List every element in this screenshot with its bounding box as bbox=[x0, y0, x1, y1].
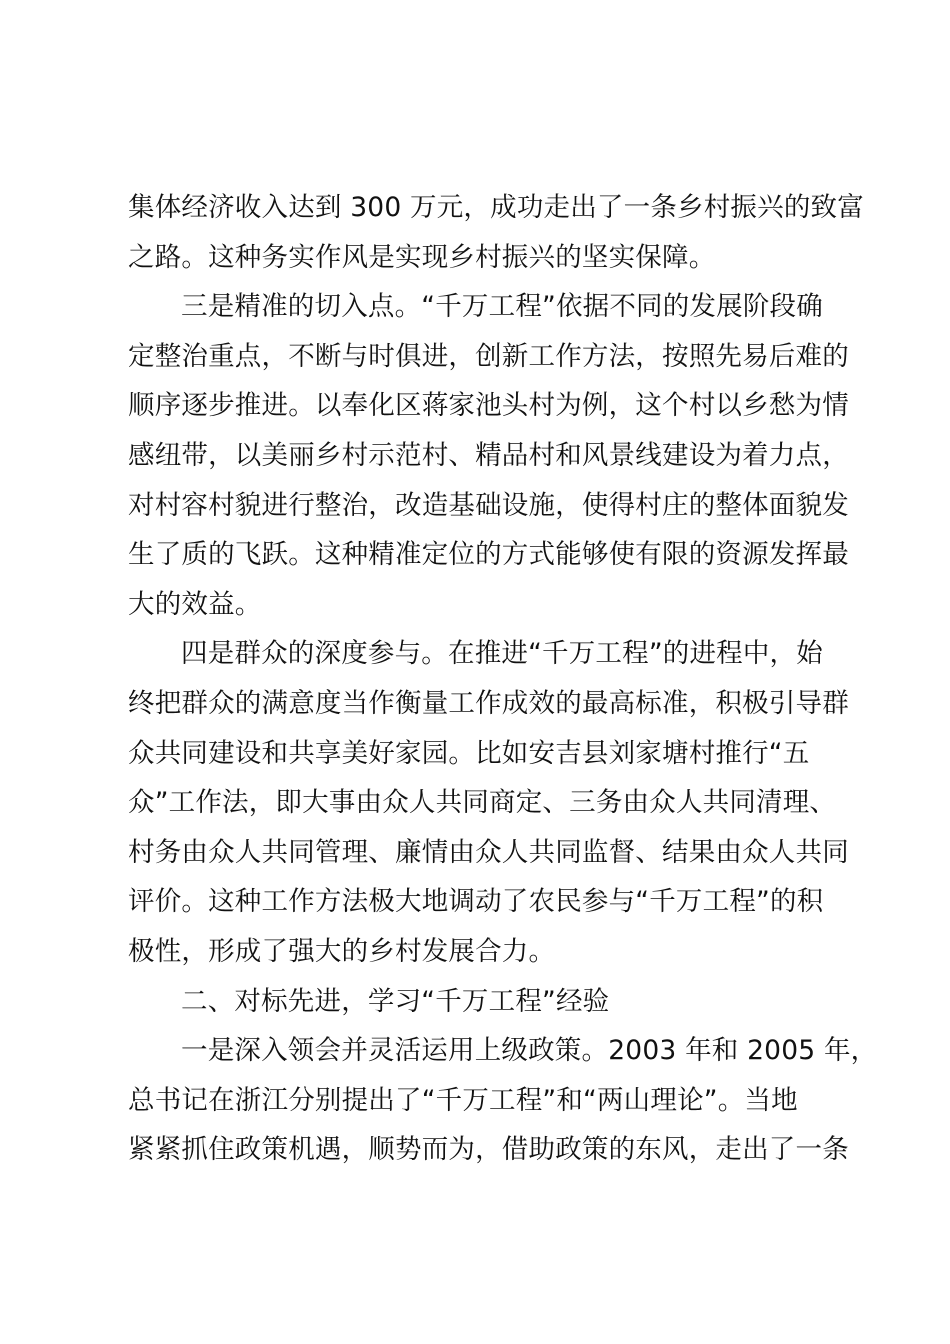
text-line: 三是精准的切入点。“千万工程”依据不同的发展阶段确 bbox=[181, 291, 823, 323]
text-line: 紧紧抓住政策机遇，顺势而为，借助政策的东风，走出了一条 bbox=[128, 1134, 849, 1166]
text-line: 评价。这种工作方法极大地调动了农民参与“千万工程”的积 bbox=[128, 886, 824, 918]
text-line: 四是群众的深度参与。在推进“千万工程”的进程中，始 bbox=[181, 638, 823, 670]
text-line: 众”工作法，即大事由众人共同商定、三务由众人共同清理、 bbox=[128, 787, 837, 819]
text-line: 之路。这种务实作风是实现乡村振兴的坚实保障。 bbox=[128, 241, 716, 273]
text-line: 总书记在浙江分别提出了“千万工程”和“两山理论”。当地 bbox=[128, 1084, 798, 1116]
text-line: 集体经济收入达到 300 万元，成功走出了一条乡村振兴的致富 bbox=[128, 192, 864, 223]
body-text bbox=[128, 183, 878, 1175]
text-line: 定整治重点，不断与时俱进，创新工作方法，按照先易后难的 bbox=[128, 340, 849, 372]
text-line: 感纽带，以美丽乡村示范村、精品村和风景线建设为着力点， bbox=[128, 439, 849, 471]
text-line: 对村容村貌进行整治，改造基础设施，使得村庄的整体面貌发 bbox=[128, 489, 849, 521]
text-line: 顺序逐步推进。以奉化区蒋家池头村为例，这个村以乡愁为情 bbox=[128, 390, 849, 422]
text-line: 生了质的飞跃。这种精准定位的方式能够使有限的资源发挥最 bbox=[128, 539, 849, 571]
text-line: 一是深入领会并灵活运用上级政策。2003 年和 2005 年， bbox=[181, 1035, 878, 1067]
text-line: 村务由众人共同管理、廉情由众人共同监督、结果由众人共同 bbox=[128, 836, 849, 868]
text-line: 极性，形成了强大的乡村发展合力。 bbox=[128, 935, 556, 967]
text-line: 大的效益。 bbox=[128, 588, 262, 620]
text-line: 众共同建设和共享美好家园。比如安吉县刘家塘村推行“五 bbox=[128, 737, 810, 769]
text-line: 二、对标先进，学习“千万工程”经验 bbox=[181, 985, 610, 1017]
text-line: 终把群众的满意度当作衡量工作成效的最高标准，积极引导群 bbox=[128, 687, 849, 719]
